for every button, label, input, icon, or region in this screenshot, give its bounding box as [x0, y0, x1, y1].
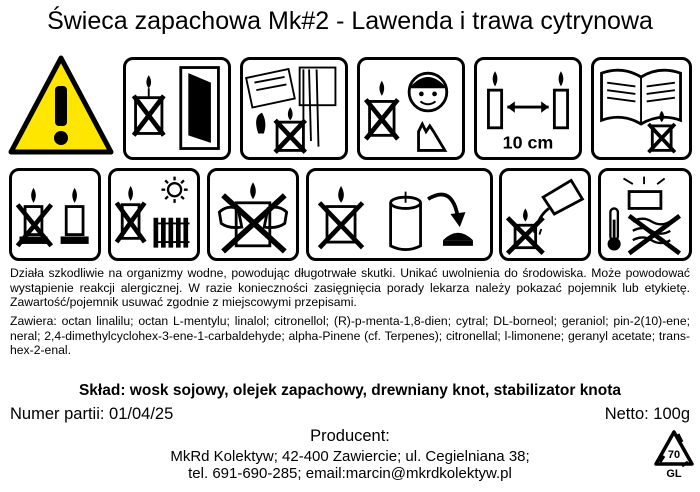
warning-triangle-icon	[6, 52, 116, 160]
no-water-on-candle-icon	[499, 168, 591, 261]
read-instructions-icon	[591, 57, 692, 160]
storage-temperature-icon	[598, 168, 692, 261]
spacing-label: 10 cm	[502, 132, 554, 153]
no-candle-on-unstable-surface-icon	[9, 168, 101, 261]
no-candle-near-heat-icon	[108, 168, 200, 261]
extinguish-properly-icon	[306, 168, 493, 261]
recycling-label: GL	[666, 468, 682, 480]
net-weight: Netto: 100g	[604, 405, 690, 423]
producer-heading: Producent:	[310, 427, 390, 445]
batch-number: Numer partii: 01/04/25	[10, 405, 174, 423]
product-title: Świeca zapachowa Mk#2 - Lawenda i trawa cytrynowa	[47, 7, 653, 35]
ingredients-list: Zawiera: octan linalilu; octan L-mentylu; linalol; citronellol; (R)-p-menta-1,8-dien; cytral; DL-borneol; geraniol; pin-2(10)-ene; neral; 2,4-dimethylcyclohex-3-ene-1-carbaldehyde; alpha-Pinene (cf. Terpenes); citronellal; l-limonene; geranyl acetate; trans-hex-2-enal.	[10, 314, 690, 358]
no-candle-near-door-icon	[123, 57, 231, 160]
recycling-code: 70	[667, 449, 681, 461]
composition-line: Skład: wosk sojowy, olejek zapachowy, drewniany knot, stabilizator knota	[78, 382, 622, 399]
recycling-glass-icon	[652, 428, 696, 480]
no-candle-near-children-pets-icon	[357, 57, 465, 160]
candle-spacing-icon	[474, 57, 582, 160]
no-moving-lit-candle-icon	[207, 168, 299, 261]
producer-contact: tel. 691-690-285; email:marcin@mkrdkolektyw.pl	[188, 465, 512, 482]
no-candle-near-flammables-icon	[240, 57, 348, 160]
hazard-statement: Działa szkodliwie na organizmy wodne, powodując długotrwałe skutki. Unikać uwolnienia do środowiska. Może powodować wystąpienie reakcji alergicznej. W razie konieczności zasięgnięcia porady lekarza należy pokazać pojemnik lub etykietę. Zawartość/pojemnik usuwać zgodnie z miejscowymi przepisami.	[10, 266, 690, 310]
producer-address: MkRd Kolektyw; 42-400 Zawiercie; ul. Cegielniana 38;	[170, 448, 530, 465]
